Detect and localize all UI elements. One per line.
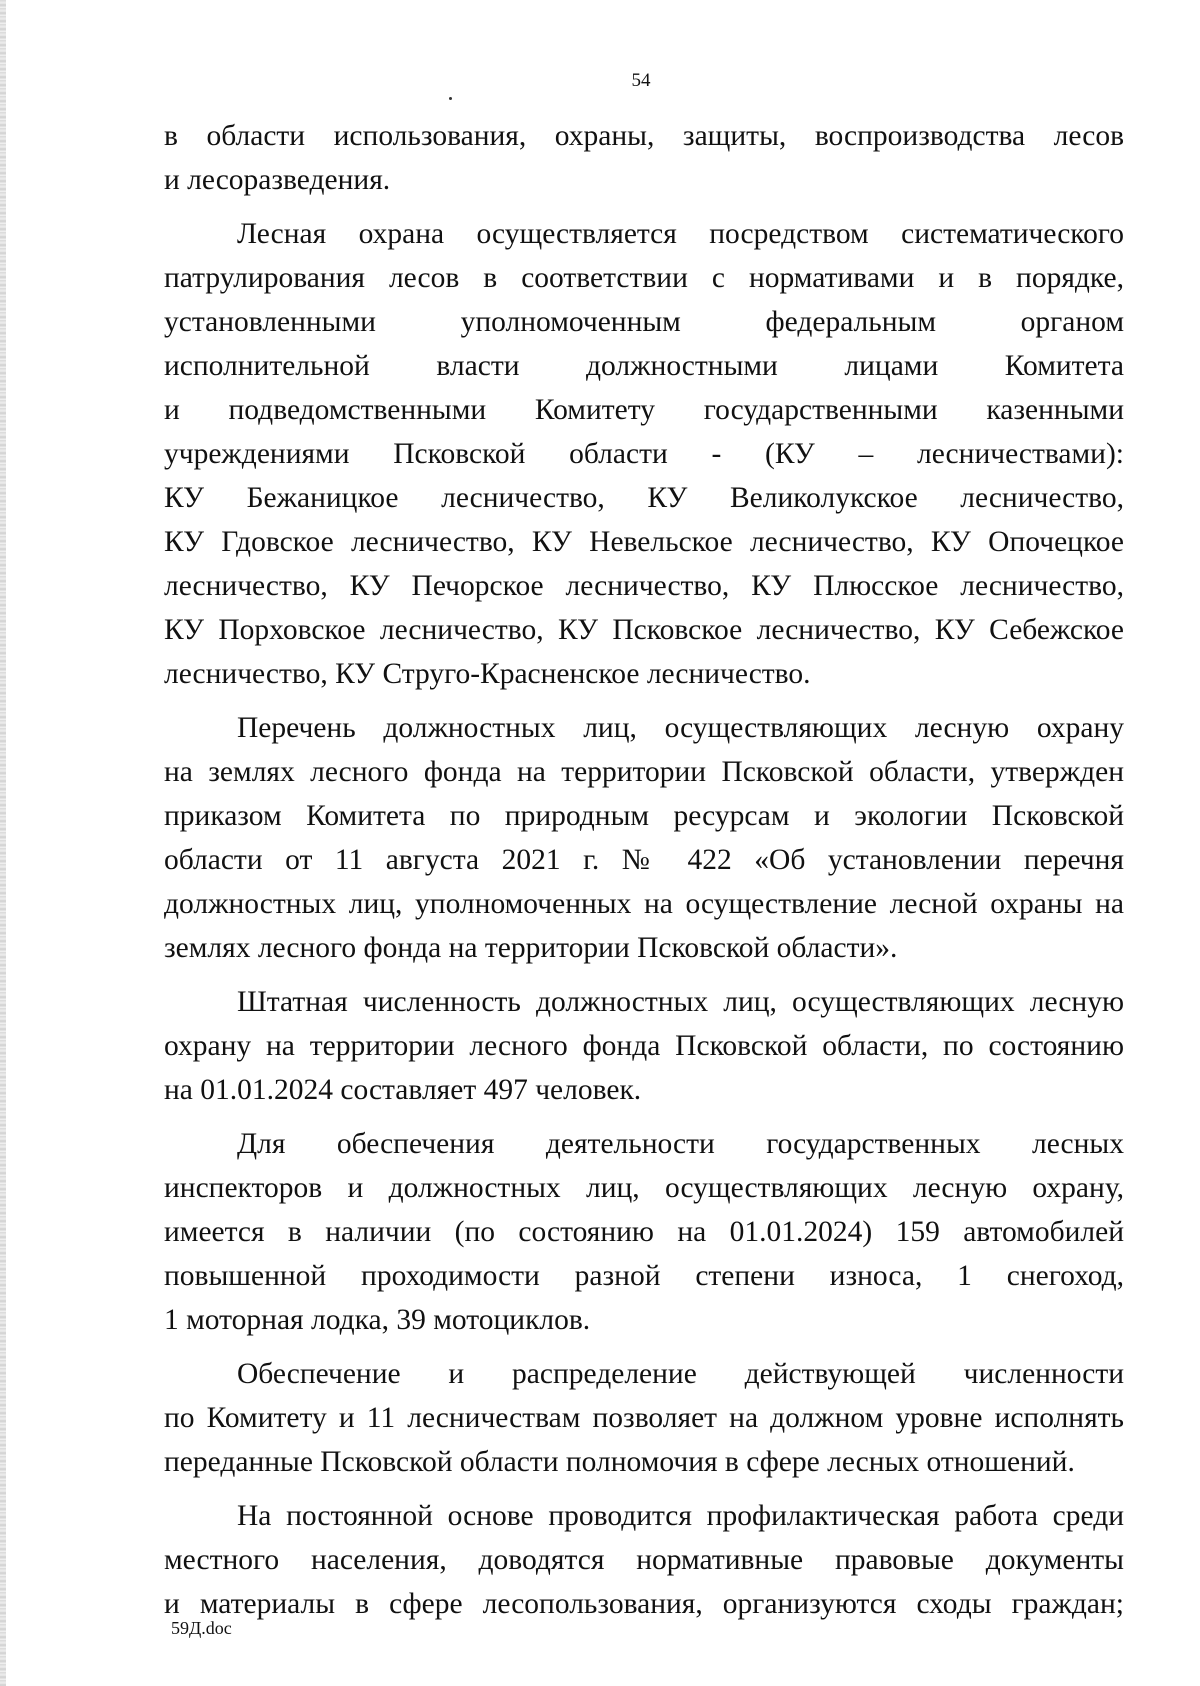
- paragraph-line: на землях лесного фонда на территории Псковской области, утвержден: [164, 756, 1124, 788]
- scan-speck: [449, 97, 452, 100]
- paragraph: [164, 212, 1124, 696]
- paragraph-line: имеется в наличии (по состоянию на 01.01.2024) 159 автомобилей: [164, 1216, 1124, 1248]
- paragraph-line: и материалы в сфере лесопользования, организуются сходы граждан;: [164, 1588, 1124, 1620]
- paragraph-line: КУ Порховское лесничество, КУ Псковское лесничество, КУ Себежское: [164, 614, 1124, 646]
- paragraph: [164, 980, 1124, 1112]
- paragraph-line: Лесная охрана осуществляется посредством систематического: [237, 218, 1124, 250]
- paragraph-line: и лесоразведения.: [164, 164, 391, 196]
- paragraph-line: охрану на территории лесного фонда Псковской области, по состоянию: [164, 1030, 1124, 1062]
- paragraph-line: На постоянной основе проводится профилактическая работа среди: [237, 1500, 1124, 1532]
- paragraph: [164, 1352, 1124, 1484]
- paragraph-line: переданные Псковской области полномочия в сфере лесных отношений.: [164, 1446, 1075, 1478]
- paragraph-line: области от 11 августа 2021 г. № 422 «Об установлении перечня: [164, 844, 1124, 876]
- paragraph: [164, 706, 1124, 970]
- paragraph: [164, 1494, 1124, 1626]
- paragraph-line: Штатная численность должностных лиц, осуществляющих лесную: [237, 986, 1124, 1018]
- paragraph-line: и подведомственными Комитету государственными казенными: [164, 394, 1124, 426]
- paragraph-line: исполнительной власти должностными лицами Комитета: [164, 350, 1124, 382]
- paragraph-line: повышенной проходимости разной степени износа, 1 снегоход,: [164, 1260, 1124, 1292]
- document-body: [164, 114, 1124, 1626]
- paragraph-line: учреждениями Псковской области - (КУ – лесничествами):: [164, 438, 1124, 470]
- paragraph-line: в области использования, охраны, защиты, воспроизводства лесов: [164, 120, 1124, 152]
- paragraph-line: Обеспечение и распределение действующей численности: [237, 1358, 1124, 1390]
- paragraph-line: патрулирования лесов в соответствии с нормативами и в порядке,: [164, 262, 1124, 294]
- paragraph-line: Перечень должностных лиц, осуществляющих лесную охрану: [237, 712, 1124, 744]
- paragraph-line: Для обеспечения деятельности государственных лесных: [237, 1128, 1124, 1160]
- paragraph-line: по Комитету и 11 лесничествам позволяет на должном уровне исполнять: [164, 1402, 1124, 1434]
- scan-page-edge: [0, 0, 6, 1686]
- paragraph-line: 1 моторная лодка, 39 мотоциклов.: [164, 1304, 591, 1336]
- paragraph: [164, 1122, 1124, 1342]
- paragraph-line: приказом Комитета по природным ресурсам и экологии Псковской: [164, 800, 1124, 832]
- paragraph-line: должностных лиц, уполномоченных на осуществление лесной охраны на: [164, 888, 1124, 920]
- paragraph-line: землях лесного фонда на территории Псковской области».: [164, 932, 898, 964]
- paragraph-line: КУ Бежаницкое лесничество, КУ Великолукское лесничество,: [164, 482, 1124, 514]
- paragraph-line: установленными уполномоченным федеральным органом: [164, 306, 1124, 338]
- paragraph-line: лесничество, КУ Струго-Красненское лесничество.: [164, 658, 811, 690]
- paragraph-line: на 01.01.2024 составляет 497 человек.: [164, 1074, 642, 1106]
- paragraph-line: местного населения, доводятся нормативные правовые документы: [164, 1544, 1124, 1576]
- page-number: 54: [631, 70, 651, 91]
- paragraph-line: инспекторов и должностных лиц, осуществляющих лесную охрану,: [164, 1172, 1124, 1204]
- paragraph-line: КУ Гдовское лесничество, КУ Невельское лесничество, КУ Опочецкое: [164, 526, 1124, 558]
- footer-filename: 59Д.doc: [171, 1618, 232, 1638]
- paragraph-line: лесничество, КУ Печорское лесничество, КУ Плюсское лесничество,: [164, 570, 1124, 602]
- paragraph: [164, 114, 1124, 202]
